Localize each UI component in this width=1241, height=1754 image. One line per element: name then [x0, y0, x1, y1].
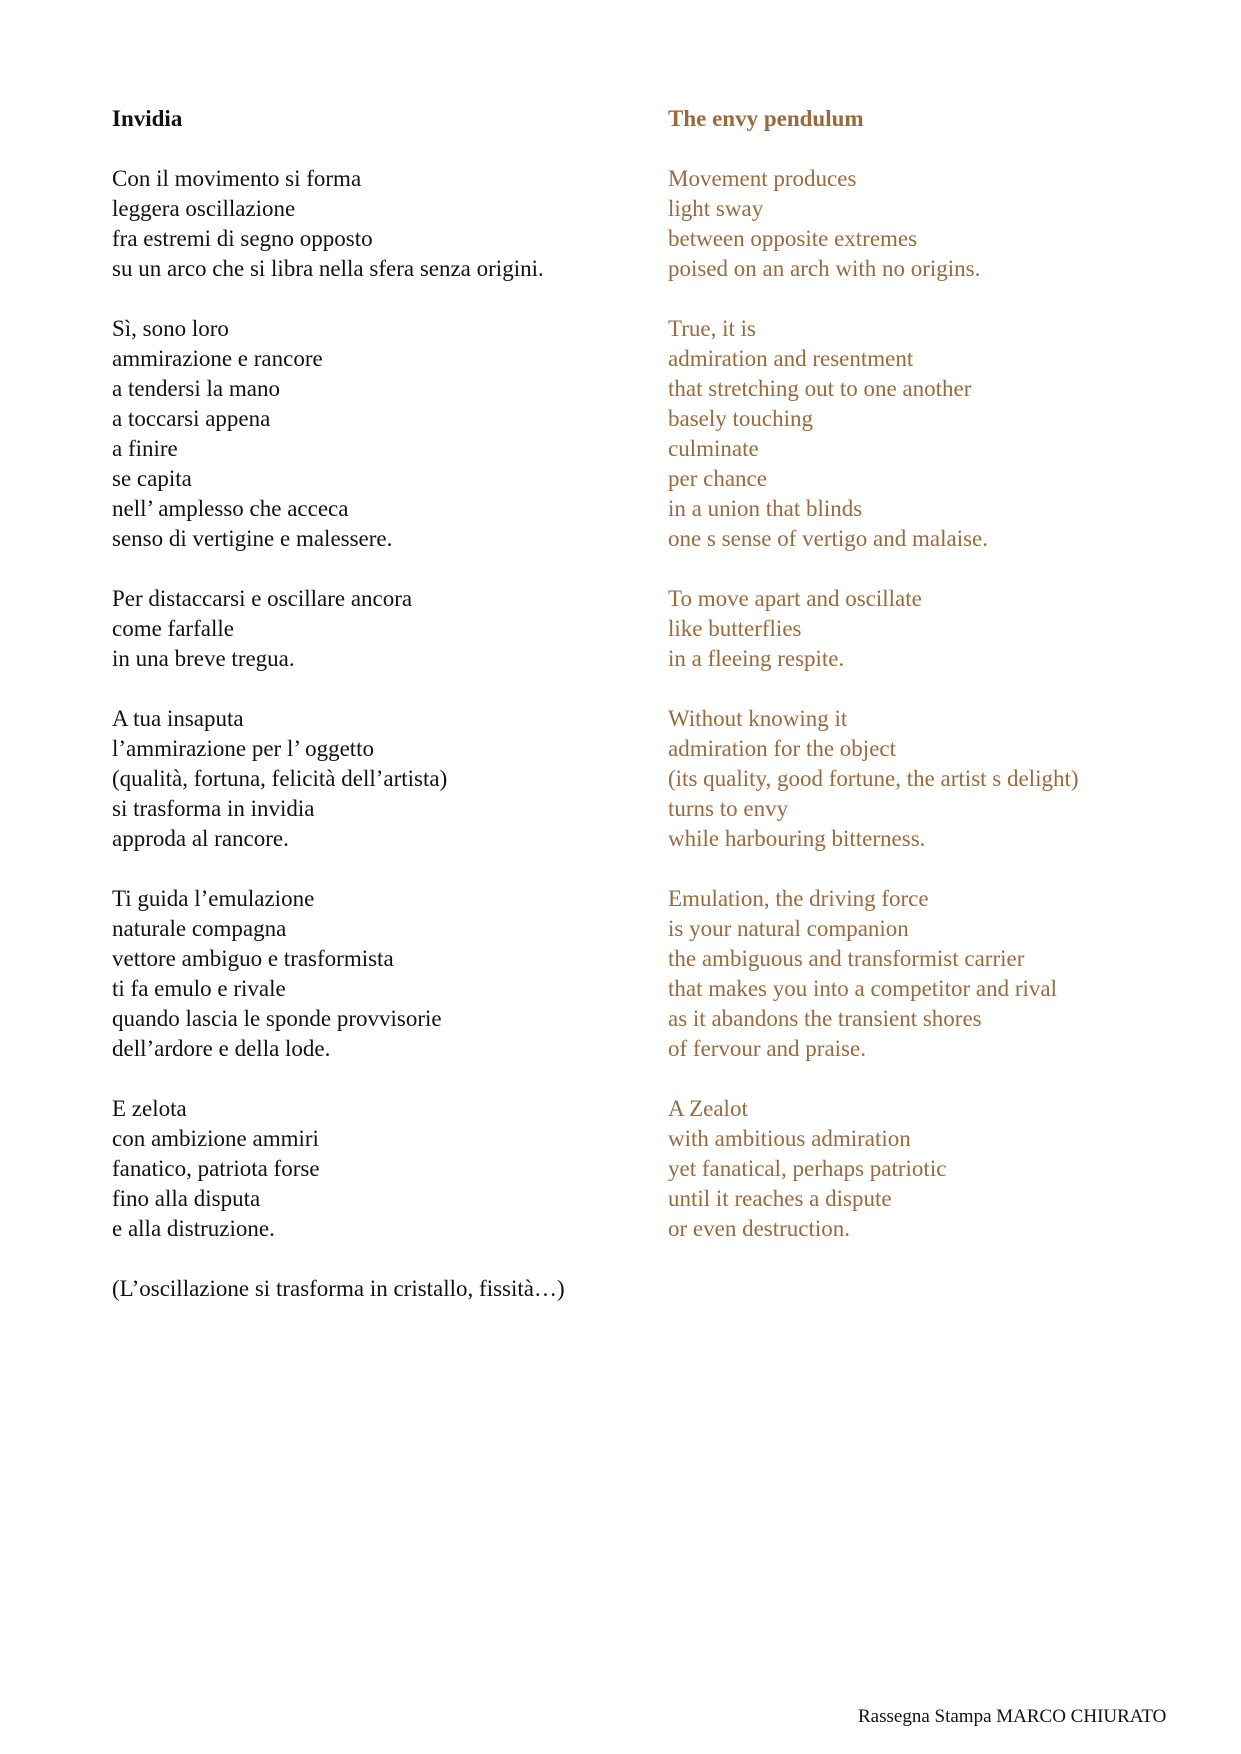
poem-line: con ambizione ammiri	[112, 1126, 319, 1151]
poem-line: ti fa emulo e rivale	[112, 976, 286, 1001]
italian-stanzas	[112, 164, 652, 1304]
poem-line: su un arco che si libra nella sfera senza origini.	[112, 256, 544, 281]
poem-line: one s sense of vertigo and malaise.	[668, 526, 988, 551]
poem-line: quando lascia le sponde provvisorie	[112, 1006, 442, 1031]
poem-line: Ti guida l’emulazione	[112, 886, 315, 911]
poem-line: a tendersi la mano	[112, 376, 280, 401]
poem-line: Sì, sono loro	[112, 316, 229, 341]
poem-line: like butterflies	[668, 616, 802, 641]
italian-poem-title: Invidia	[112, 106, 183, 131]
poem-line: l’ammirazione per l’ oggetto	[112, 736, 375, 761]
poem-line: Con il movimento si forma	[112, 166, 362, 191]
poem-line: poised on an arch with no origins.	[668, 256, 981, 281]
italian-stanza	[112, 314, 652, 554]
poem-line: until it reaches a dispute	[668, 1186, 892, 1211]
poem-line: A tua insaputa	[112, 706, 244, 731]
english-stanza	[668, 1094, 1228, 1244]
poem-line: si trasforma in invidia	[112, 796, 315, 821]
poem-line: in a fleeing respite.	[668, 646, 845, 671]
english-stanza	[668, 584, 1228, 674]
poem-line: yet fanatical, perhaps patriotic	[668, 1156, 947, 1181]
poem-line: leggera oscillazione	[112, 196, 296, 221]
english-stanza	[668, 704, 1228, 854]
poem-line: in a union that blinds	[668, 496, 863, 521]
poem-line: E zelota	[112, 1096, 187, 1121]
poem-line: fino alla disputa	[112, 1186, 261, 1211]
poem-line: naturale compagna	[112, 916, 287, 941]
poem-line: se capita	[112, 466, 192, 491]
poem-line: ammirazione e rancore	[112, 346, 323, 371]
poem-line: as it abandons the transient shores	[668, 1006, 982, 1031]
poem-line: Without knowing it	[668, 706, 848, 731]
english-poem-title: The envy pendulum	[668, 106, 864, 131]
poem-line: Movement produces	[668, 166, 857, 191]
poem-line: (L’oscillazione si trasforma in cristallo, fissità…)	[112, 1276, 565, 1301]
english-stanza	[668, 164, 1228, 284]
italian-stanza	[112, 164, 652, 284]
poem-line: nell’ amplesso che acceca	[112, 496, 349, 521]
poem-line: of fervour and praise.	[668, 1036, 866, 1061]
poem-line: A Zealot	[668, 1096, 748, 1121]
poem-line: fra estremi di segno opposto	[112, 226, 373, 251]
poem-line: or even destruction.	[668, 1216, 851, 1241]
poem-line: vettore ambiguo e trasformista	[112, 946, 394, 971]
italian-stanza	[112, 1274, 652, 1304]
italian-stanza	[112, 704, 652, 854]
poem-line: while harbouring bitterness.	[668, 826, 926, 851]
poem-line: (qualità, fortuna, felicità dell’artista)	[112, 766, 448, 791]
poem-line: True, it is	[668, 316, 756, 341]
english-poem-column	[668, 104, 1228, 1274]
english-stanza	[668, 314, 1228, 554]
italian-stanza	[112, 884, 652, 1064]
poem-line: a toccarsi appena	[112, 406, 271, 431]
poem-line: in una breve tregua.	[112, 646, 295, 671]
poem-line: Per distaccarsi e oscillare ancora	[112, 586, 413, 611]
poem-line: that stretching out to one another	[668, 376, 972, 401]
italian-stanza	[112, 1094, 652, 1244]
english-stanza	[668, 884, 1228, 1064]
poem-line: admiration for the object	[668, 736, 897, 761]
poem-line: approda al rancore.	[112, 826, 289, 851]
poem-line: is your natural companion	[668, 916, 909, 941]
english-stanzas	[668, 164, 1228, 1244]
poem-line: To move apart and oscillate	[668, 586, 922, 611]
poem-line: basely touching	[668, 406, 813, 431]
poem-line: a finire	[112, 436, 178, 461]
poem-line: admiration and resentment	[668, 346, 914, 371]
poem-line: fanatico, patriota forse	[112, 1156, 320, 1181]
italian-stanza	[112, 584, 652, 674]
italian-poem-column	[112, 104, 652, 1334]
poem-line: between opposite extremes	[668, 226, 918, 251]
poem-line: with ambitious admiration	[668, 1126, 911, 1151]
poem-line: turns to envy	[668, 796, 789, 821]
poem-line: Emulation, the driving force	[668, 886, 929, 911]
poem-line: dell’ardore e della lode.	[112, 1036, 331, 1061]
poem-line: that makes you into a competitor and rival	[668, 976, 1057, 1001]
poem-line: per chance	[668, 466, 767, 491]
poem-line: (its quality, good fortune, the artist s delight)	[668, 766, 1079, 791]
poem-line: the ambiguous and transformist carrier	[668, 946, 1025, 971]
poem-line: senso di vertigine e malessere.	[112, 526, 393, 551]
footer-credit: Rassegna Stampa MARCO CHIURATO	[858, 1706, 1167, 1727]
poem-line: light sway	[668, 196, 764, 221]
poem-line: come farfalle	[112, 616, 234, 641]
poem-line: culminate	[668, 436, 759, 461]
poem-line: e alla distruzione.	[112, 1216, 275, 1241]
